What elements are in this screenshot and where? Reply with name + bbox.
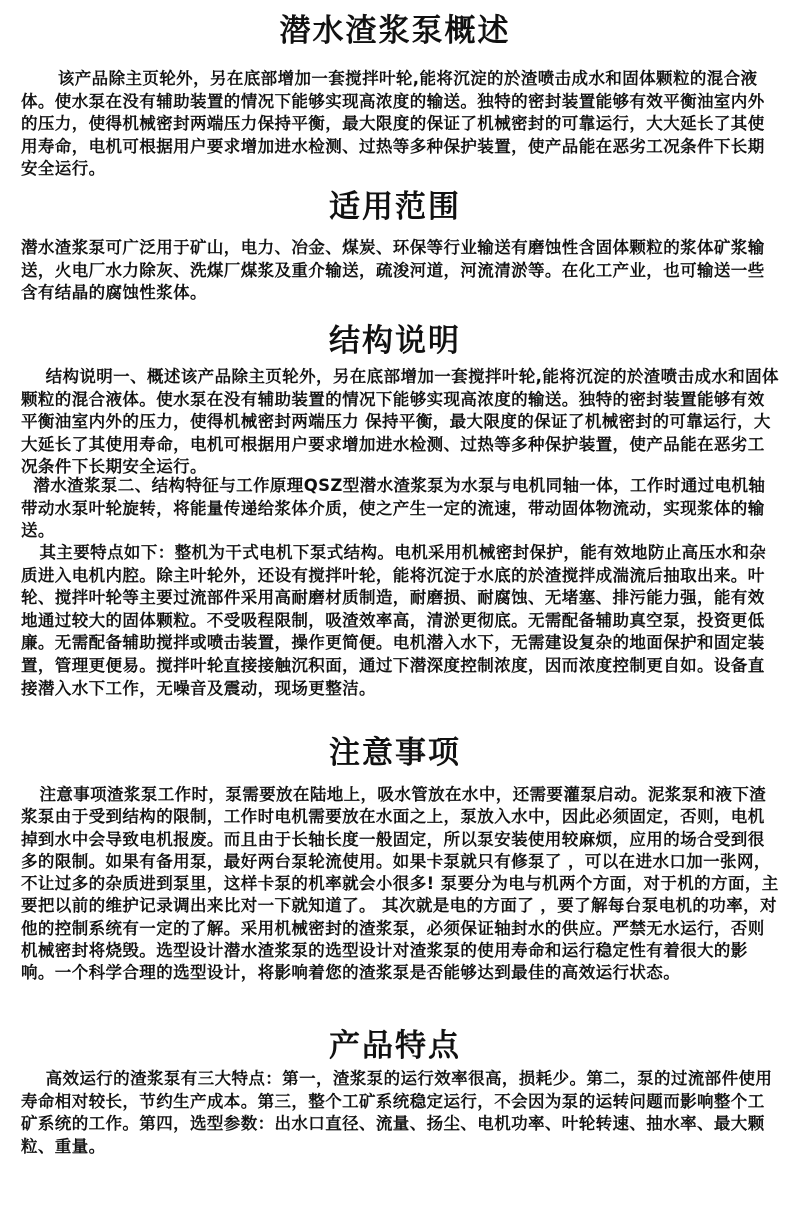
section-title-scope: 适用范围 bbox=[329, 189, 461, 225]
structure-paragraph-3: 其主要特点如下：整机为干式电机下泵式结构。电机采用机械密封保护，能有效地防止高压水和杂质进入电机内腔。除主叶轮外，还设有搅拌叶轮，能将沉淀于水底的於渣搅拌成湍流后抽取出来。叶轮、搅拌叶轮等主要过流部件采用高耐磨材质制造，耐磨损、耐腐蚀、无堵塞、排污能力强，能有效地通过较大的固体颗粒。不受吸程限制，吸渣效率高，清淤更彻底。无需配备辅助真空泵，投资更低廉。无需配备辅助搅拌或喷击装置，操作更简便。电机潜入水下，无需建设复杂的地面保护和固定装置，管理更便易。搅拌叶轮直接接触沉积面，通过下潜深度控制浓度，因而浓度控制更自如。设备直接潜入水下工作，无噪音及震动，现场更整洁。 bbox=[21, 543, 767, 698]
features-paragraph: 高效运行的渣浆泵有三大特点：第一，渣浆泵的运行效率很高，损耗少。第二，泵的过流部件使用寿命相对较长，节约生产成本。第三，整个工矿系统稳定运行，不会因为泵的运转问题而影响整个工矿系统的工作。第四，选型参数：出水口直径、流量、扬尘、电机功率、叶轮转速、抽水率、最大颗粒、重量。 bbox=[21, 1069, 773, 1156]
section-title-precautions: 注意事项 bbox=[329, 735, 461, 771]
structure-paragraph-1: 结构说明一、概述该产品除主页轮外，另在底部增加一套搅拌叶轮,能将沉淀的於渣喷击成水和固体颗粒的混合液体。使水泵在没有辅助装置的情况下能够实现高浓度的输送。独特的密封装置能够有效平衡油室内外的压力，使得机械密封两端压力 保持平衡，最大限度的保证了机械密封的可靠运行，大大延长了其使用寿命，电机可根据用户要求增加进水检测、过热等多种保护装置，使产品能在恶劣工况条件下长期安全运行。 bbox=[21, 367, 779, 477]
section-title-features: 产品特点 bbox=[329, 1028, 461, 1064]
scope-paragraph: 潜水渣浆泵可广泛用于矿山，电力、冶金、煤炭、环保等行业输送有磨蚀性含固体颗粒的浆体矿浆输送，火电厂水力除灰、洗煤厂煤浆及重介输送，疏浚河道，河流清淤等。在化工产业，也可输送一些含有结晶的腐蚀性浆体。 bbox=[21, 238, 765, 303]
section-title-overview: 潜水渣浆泵概述 bbox=[279, 13, 511, 49]
section-title-structure: 结构说明 bbox=[329, 323, 461, 359]
overview-paragraph: 该产品除主页轮外，另在底部增加一套搅拌叶轮,能将沉淀的於渣喷击成水和固体颗粒的混合液体。使水泵在没有辅助装置的情况下能够实现高浓度的输送。独特的密封装置能够有效平衡油室内外的压力，使得机械密封两端压力保持平衡，最大限度的保证了机械密封的可靠运行，大大延长了其使用寿命，电机可根据用户要求增加进水检测、过热等多种保护装置，使产品能在恶劣工况条件下长期安全运行。 bbox=[21, 69, 765, 179]
precautions-paragraph: 注意事项渣浆泵工作时，泵需要放在陆地上，吸水管放在水中，还需要灌泵启动。泥浆泵和液下渣浆泵由于受到结构的限制，工作时电机需要放在水面之上，泵放入水中，因此必须固定，否则，电机掉到水中会导致电机报废。而且由于长轴长度一般固定，所以泵安装使用较麻烦，应用的场合受到很多的限制。如果有备用泵，最好两台泵轮流使用。如果卡泵就只有修泵了 ，可以在进水口加一张网，不让过多的杂质进到泵里，这样卡泵的机率就会小很多! 泵要分为电与机两个方面，对于机的方面，主要把以前的维护记录调出来比对一下就知道了。 其次就是电的方面了 ，要了解每台泵电机的功率，对他的控制系统有一定的了解。采用机械密封的渣浆泵，必须保证轴封水的供应。严禁无水运行，否则机械密封将烧毁。选型设计潜水渣浆泵的选型设计对渣浆泵的使用寿命和运行稳定性有着很大的影响。一个科学合理的选型设计，将影响着您的渣浆泵是否能够达到最佳的高效运行状态。 bbox=[21, 785, 779, 983]
structure-paragraph-2: 潜水渣浆泵二、结构特征与工作原理QSZ型潜水渣浆泵为水泵与电机同轴一体，工作时通过电机轴带动水泵叶轮旋转，将能量传递给浆体介质，使之产生一定的流速，带动固体物流动，实现浆体的输送。 bbox=[21, 476, 766, 541]
